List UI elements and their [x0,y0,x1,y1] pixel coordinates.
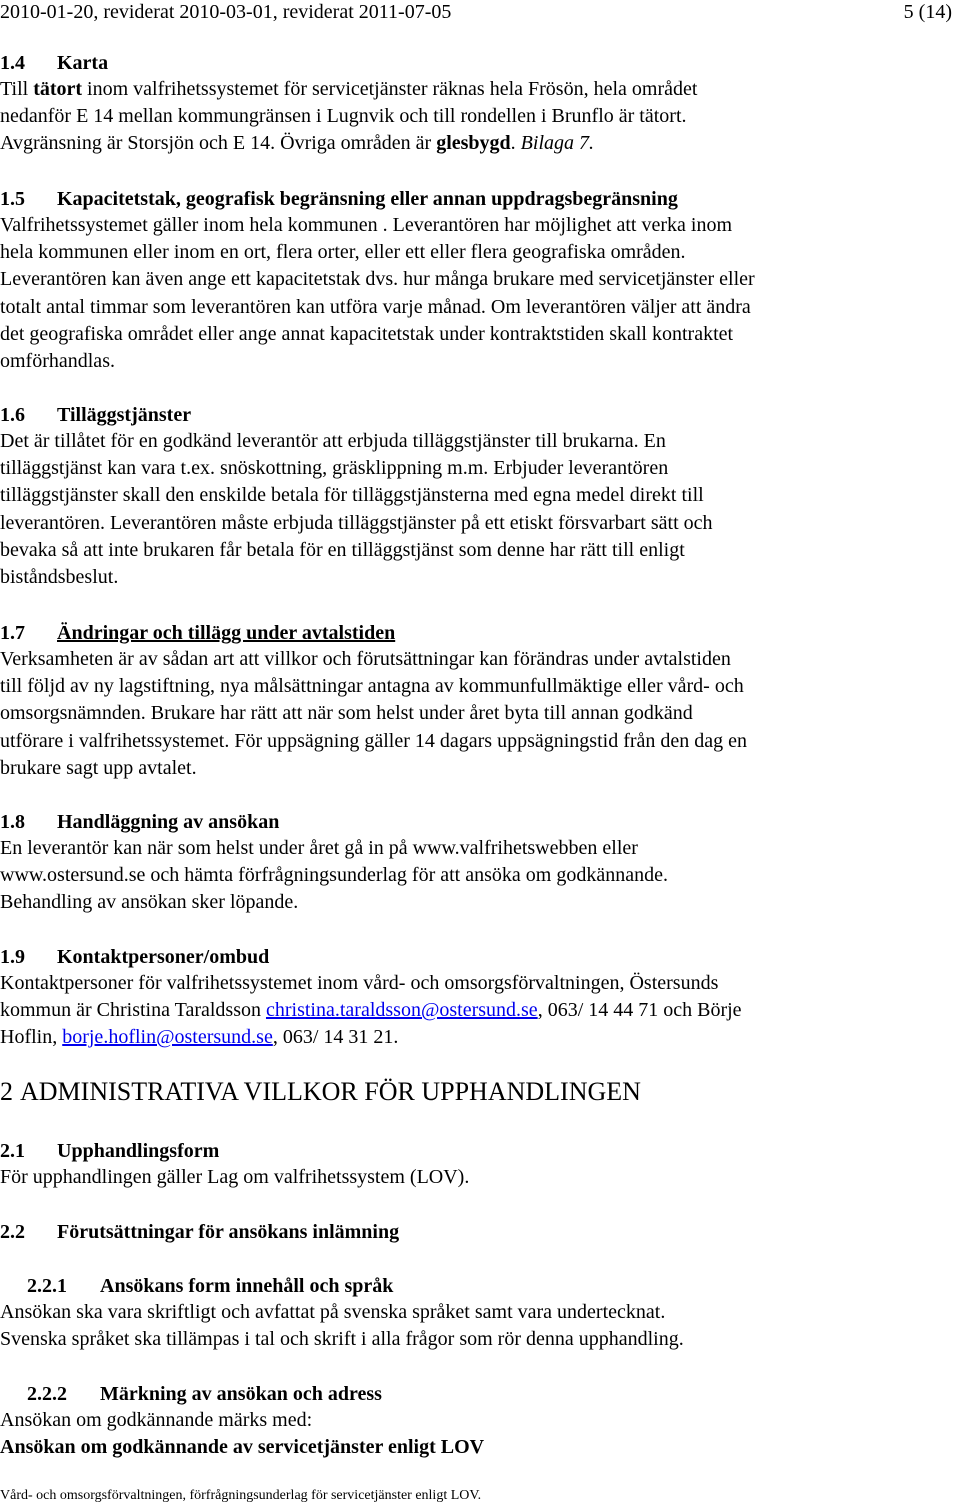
section-1-8-body [0,835,955,917]
email-link-christina[interactable]: christina.taraldsson@ostersund.se [265,999,538,1022]
paragraph-line: Verksamheten är av sådan art att villkor och förutsättningar kan förändras under avtalstiden [0,648,731,670]
section-1-6-body [0,428,955,591]
section-title: Märkning av ansökan och adress [100,1383,382,1405]
paragraph-line: utförare i valfrihetssystemet. För uppsägning gäller 14 dagars uppsägningstid från den dag en [0,729,748,752]
paragraph-line: till följd av ny lagstiftning, nya målsättningar antagna av kommunfullmäktige eller vård- och [0,675,744,698]
paragraph-line: Leverantören kan även ange ett kapacitetstak dvs. hur många brukare med servicetjänster eller [0,268,755,291]
paragraph-line: brukare sagt upp avtalet. [0,756,197,779]
section-number: 1.9 [0,946,25,968]
chapter-number: 2 [0,1077,13,1106]
text-run: Till [0,78,34,100]
section-number: 1.6 [0,404,25,426]
paragraph-line [0,76,955,103]
paragraph-line [0,1024,955,1051]
paragraph-line: En leverantör kan när som helst under året gå in på www.valfrihetswebben eller [0,837,638,859]
email-link-borje[interactable]: borje.hoflin@ostersund.se [62,1026,273,1049]
paragraph-line: Svenska språket ska tillämpas i tal och skrift i alla frågor som rör denna upphandling. [0,1328,684,1351]
section-number: 2.2.2 [27,1383,67,1405]
section-number: 2.2 [0,1221,25,1243]
paragraph-line: nedanför E 14 mellan kommungränsen i Lugnvik och till rondellen i Brunflo är tätort. [0,105,687,128]
chapter-title: ADMINISTRATIVA VILLKOR FÖR UPPHANDLINGEN [20,1077,641,1106]
section-2-2-heading [0,1219,399,1245]
section-number: 1.8 [0,811,25,833]
section-title: Upphandlingsform [57,1140,220,1162]
text-run: Hoflin, [0,1026,63,1049]
section-title: Kontaktpersoner/ombud [57,946,270,968]
paragraph-line: Kontaktpersoner för valfrihetssystemet inom vård- och omsorgsförvaltningen, Östersunds [0,972,719,994]
section-title: Handläggning av ansökan [57,811,280,833]
section-2-2-2-heading [27,1381,382,1407]
section-number: 1.4 [0,52,25,74]
section-title: Karta [57,52,109,74]
paragraph-line: omförhandlas. [0,349,115,372]
section-title: Förutsättningar för ansökans inlämning [57,1221,400,1243]
paragraph-line [0,997,955,1024]
section-2-2-1-heading [27,1273,393,1299]
section-title: Ändringar och tillägg under avtalstiden [57,622,396,644]
attachment-reference: Bilaga 7. [520,132,595,155]
paragraph-line: det geografiska området eller ange annat kapacitetstak under kontraktstiden skall kontraktet [0,322,734,345]
paragraph-line: omsorgsnämnden. Brukare har rätt att när som helst under året byta till annan godkänd [0,702,693,725]
paragraph-line: Det är tillåtet för en godkänd leverantör att erbjuda tilläggstjänster till brukarna. En [0,430,666,452]
paragraph-line: För upphandlingen gäller Lag om valfrihetssystem (LOV). [0,1166,470,1188]
paragraph-line: Ansökan om godkännande märks med: [0,1409,313,1431]
paragraph-line: tilläggstjänst kan vara t.ex. snöskottning, gräsklippning m.m. Erbjuder leverantören [0,457,669,480]
section-2-1-body [0,1164,955,1191]
bold-term-glesbygd: glesbygd [436,132,511,155]
revision-dates: 2010-01-20, reviderat 2010-03-01, reviderat 2011-07-05 [0,1,452,23]
section-2-2-2-body [0,1407,955,1461]
paragraph-line: www.ostersund.se och hämta förfrågningsunderlag för att ansöka om godkännande. [0,864,668,887]
text-run: Avgränsning är Storsjön och E 14. Övriga områden är [0,132,437,155]
section-1-7-heading [0,620,395,646]
section-2-2-1-body [0,1299,955,1353]
chapter-2-heading [0,1076,641,1108]
bold-term-tatort: tätort [33,78,83,100]
text-run: kommun är Christina Taraldsson [0,999,266,1022]
section-number: 1.5 [0,188,25,210]
section-title: Tilläggstjänster [57,404,192,426]
paragraph-line: biståndsbeslut. [0,565,119,588]
section-1-7-body [0,646,955,782]
section-1-9-body [0,970,955,1052]
page-number: 5 (14) [903,1,952,23]
section-1-9-heading [0,944,269,970]
paragraph-line: leverantören. Leverantören måste erbjuda tilläggstjänster på ett etiskt försvarbart sätt och [0,511,713,534]
page-footer: Vård- och omsorgsförvaltningen, förfrågningsunderlag för servicetjänster enligt LOV. [0,1488,482,1503]
paragraph-line: Valfrihetssystemet gäller inom hela kommunen . Leverantören har möjlighet att verka inom [0,214,733,236]
text-run: . [510,132,521,155]
section-1-5-body [0,212,955,375]
paragraph-line: Behandling av ansökan sker löpande. [0,891,299,914]
paragraph-line [0,130,955,157]
page-header [0,0,952,25]
section-number: 1.7 [0,622,25,644]
section-2-1-heading [0,1138,219,1164]
section-1-4-heading [0,50,108,76]
paragraph-line: tilläggstjänster skall den enskilde betala för tilläggstjänsterna med egna medel direkt till [0,484,704,507]
paragraph-line: bevaka så att inte brukaren får betala för en tilläggstjänst som denne har rätt till enligt [0,538,685,561]
paragraph-line: hela kommunen eller inom en ort, flera orter, eller ett eller flera geografiska områden. [0,241,686,264]
section-1-6-heading [0,402,191,428]
section-number: 2.1 [0,1140,25,1162]
text-run: , 063/ 14 44 71 och Börje [537,999,742,1022]
text-run: inom valfrihetssystemet för servicetjänster räknas hela Frösön, hela området [82,78,698,100]
paragraph-line: totalt antal timmar som leverantören kan utföra varje månad. Om leverantören väljer att ändra [0,295,751,318]
section-number: 2.2.1 [27,1275,67,1297]
section-1-8-heading [0,809,279,835]
section-title: Kapacitetstak, geografisk begränsning eller annan uppdragsbegränsning [57,188,678,210]
section-1-5-heading [0,186,678,212]
section-1-4-body [0,76,955,158]
text-run: , 063/ 14 31 21. [272,1026,399,1049]
paragraph-line: Ansökan ska vara skriftligt och avfattat på svenska språket samt vara undertecknat. [0,1301,666,1323]
section-title: Ansökans form innehåll och språk [100,1275,394,1297]
bold-marking-line: Ansökan om godkännande av servicetjänster enligt LOV [0,1436,485,1459]
